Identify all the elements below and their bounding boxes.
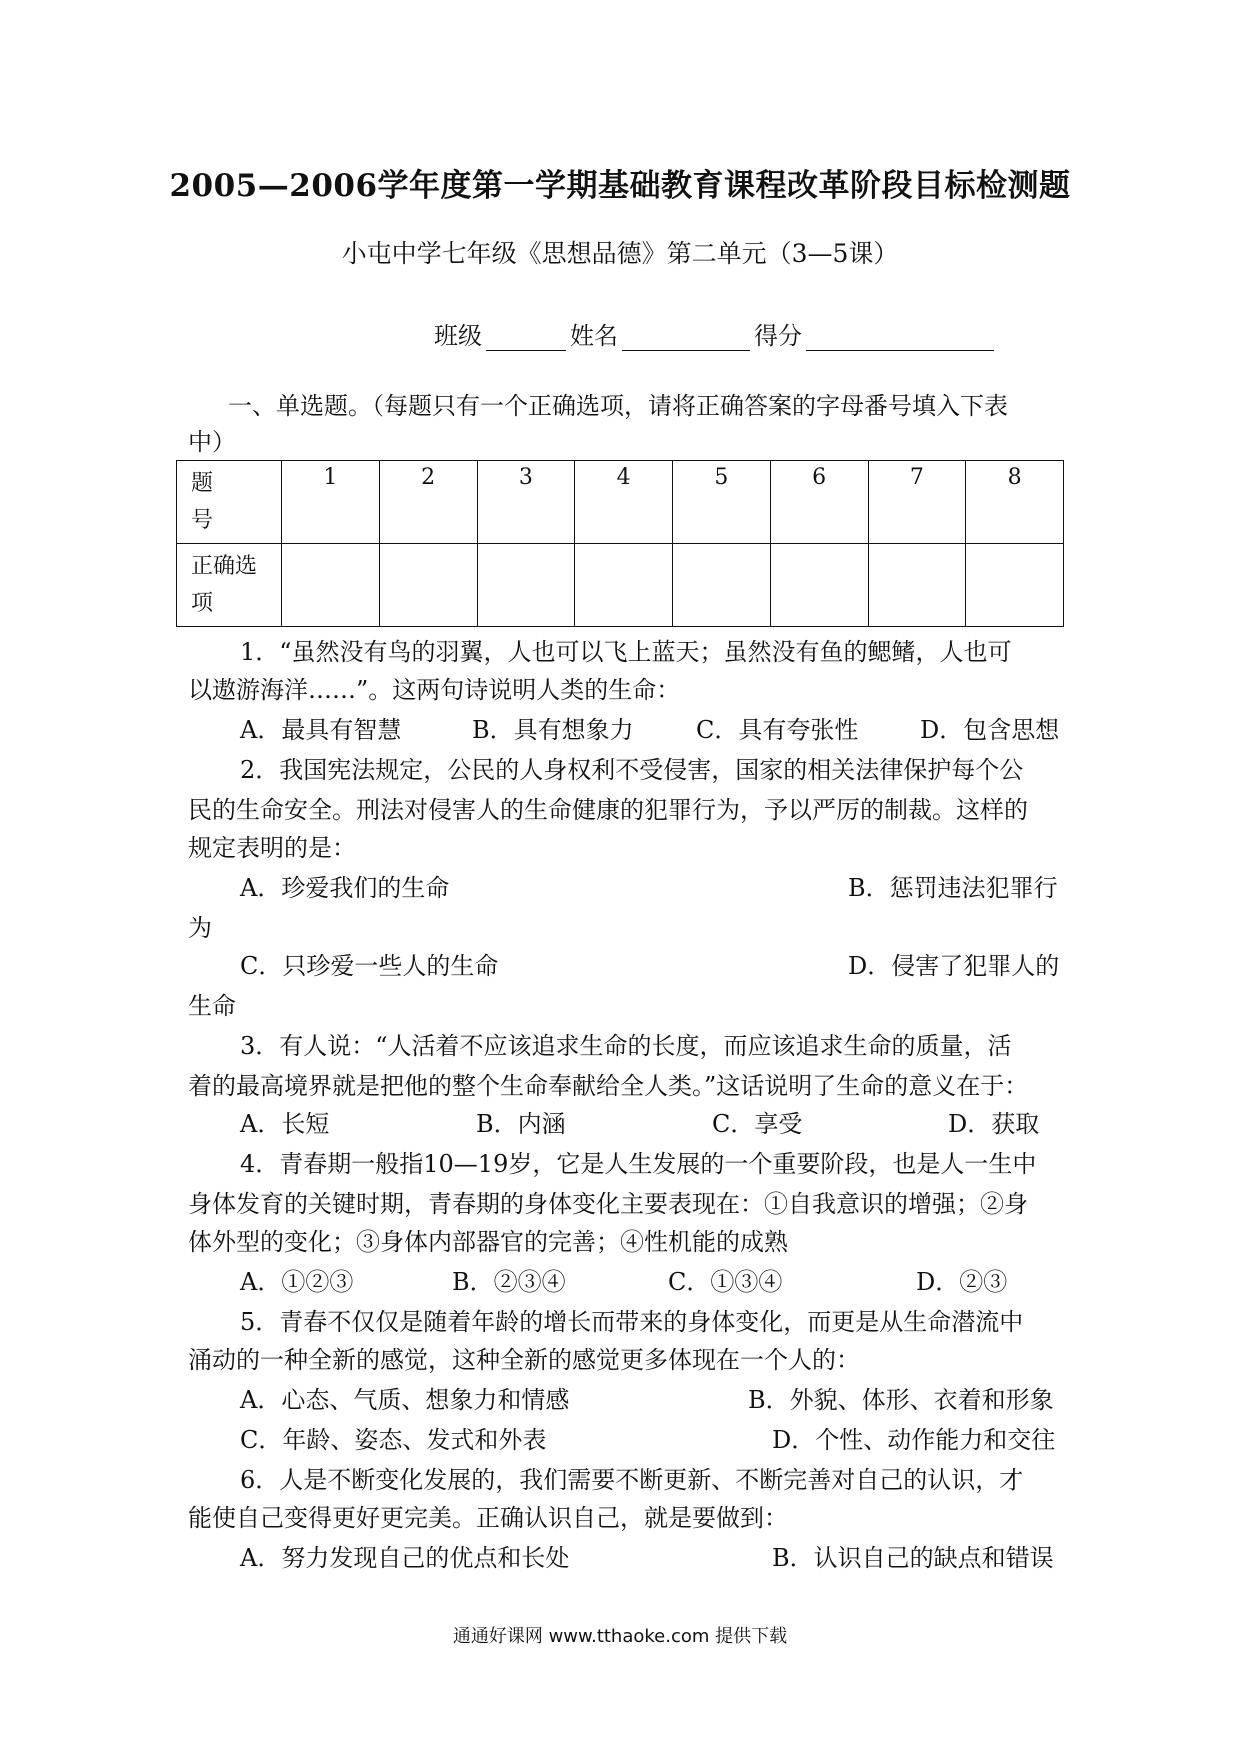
question-2-line3: 规定表明的是：: [188, 834, 356, 862]
correct-option-header-line2: 项: [191, 591, 214, 616]
answer-cell[interactable]: [575, 544, 673, 627]
question-2-option-b: B．惩罚违法犯罪行: [848, 874, 1058, 902]
question-6-line2: 能使自己变得更好更完美。正确认识自己，就是要做到：: [188, 1504, 788, 1532]
section1-intro-line1: 一、单选题。（每题只有一个正确选项，请将正确答案的字母番号填入下表: [228, 392, 1008, 420]
student-info-fields: [434, 316, 998, 351]
question-3-option-b: B．内涵: [476, 1110, 566, 1138]
question-5-line2: 涌动的一种全新的感觉，这种全新的感觉更多体现在一个人的：: [188, 1346, 860, 1374]
answer-cell[interactable]: [673, 544, 771, 627]
name-blank[interactable]: [622, 324, 750, 351]
question-4-option-a: A．①②③: [240, 1268, 354, 1296]
question-3-line1: 3．有人说：“人活着不应该追求生命的长度，而应该追求生命的质量，活: [240, 1032, 1012, 1060]
question-number-cell: 1: [282, 461, 380, 544]
question-number-cell: 3: [477, 461, 575, 544]
page-title: 2005—2006学年度第一学期基础教育课程改革阶段目标检测题: [169, 168, 1071, 204]
question-1-option-c: C．具有夸张性: [696, 716, 859, 744]
question-number-cell: 8: [966, 461, 1064, 544]
question-4-line1: 4．青春期一般指10—19岁，它是人生发展的一个重要阶段，也是人一生中: [240, 1150, 1037, 1178]
question-2-line2: 民的生命安全。刑法对侵害人的生命健康的犯罪行为，予以严厉的制裁。这样的: [188, 796, 1028, 824]
question-5-option-a: A．心态、气质、想象力和情感: [240, 1386, 570, 1414]
question-4-option-d: D．②③: [916, 1268, 1008, 1296]
answer-cell[interactable]: [770, 544, 868, 627]
question-5-line1: 5．青春不仅仅是随着年龄的增长而带来的身体变化，而更是从生命潜流中: [240, 1308, 1024, 1336]
question-1-option-d: D．包含思想: [920, 716, 1060, 744]
answer-table: [176, 460, 1064, 627]
answer-cell[interactable]: [477, 544, 575, 627]
question-2-line1: 2．我国宪法规定，公民的人身权利不受侵害，国家的相关法律保护每个公: [240, 756, 1024, 784]
question-5-option-b: B．外貌、体形、衣着和形象: [748, 1386, 1054, 1414]
question-number-cell: 4: [575, 461, 673, 544]
question-1-option-b: B．具有想象力: [472, 716, 634, 744]
question-2-option-d: D．侵害了犯罪人的: [848, 952, 1060, 980]
question-6-option-b: B．认识自己的缺点和错误: [772, 1544, 1054, 1572]
question-3-option-a: A．长短: [240, 1110, 330, 1138]
question-6-line1: 6．人是不断变化发展的，我们需要不断更新、不断完善对自己的认识，才: [240, 1466, 1024, 1494]
class-blank[interactable]: [486, 324, 566, 351]
answer-cell[interactable]: [966, 544, 1064, 627]
correct-option-header-line1: 正确选: [191, 554, 258, 579]
score-blank[interactable]: [806, 324, 994, 351]
question-2-option-c: C．只珍爱一些人的生命: [240, 952, 499, 980]
question-3-line2: 着的最高境界就是把他的整个生命奉献给全人类。”这话说明了生命的意义在于：: [188, 1072, 1029, 1100]
question-4-line2: 身体发育的关键时期，青春期的身体变化主要表现在：①自我意识的增强；②身: [188, 1190, 1028, 1218]
name-label: 姓名: [570, 322, 618, 350]
class-label: 班级: [434, 322, 482, 350]
answer-cell[interactable]: [379, 544, 477, 627]
page-subtitle: 小屯中学七年级《思想品德》第二单元（3—5课）: [341, 239, 899, 268]
question-5-option-d: D．个性、动作能力和交往: [772, 1426, 1056, 1454]
page-footer: 通通好课网 www.tthaoke.com 提供下载: [452, 1626, 788, 1647]
section1-intro-line2: 中）: [188, 428, 236, 456]
question-1-option-a: A．最具有智慧: [240, 716, 402, 744]
answer-cell[interactable]: [868, 544, 966, 627]
question-2-option-b-wrap: 为: [188, 914, 212, 942]
question-number-header-line1: 题: [191, 471, 214, 496]
question-number-header-line2: 号: [191, 508, 214, 533]
question-number-cell: 6: [770, 461, 868, 544]
question-6-option-a: A．努力发现自己的优点和长处: [240, 1544, 570, 1572]
question-5-option-c: C．年龄、姿态、发式和外表: [240, 1426, 547, 1454]
question-2-option-a: A．珍爱我们的生命: [240, 874, 450, 902]
question-1-line1: 1．“虽然没有鸟的羽翼，人也可以飞上蓝天；虽然没有鱼的鳃鳍，人也可: [240, 638, 1012, 666]
question-number-cell: 7: [868, 461, 966, 544]
answer-table-number-row: [177, 461, 1064, 544]
correct-option-header: [177, 544, 282, 627]
question-number-cell: 2: [379, 461, 477, 544]
answer-table-answer-row: [177, 544, 1064, 627]
question-4-option-b: B．②③④: [452, 1268, 566, 1296]
question-3-option-d: D．获取: [948, 1110, 1040, 1138]
question-number-cell: 5: [673, 461, 771, 544]
score-label: 得分: [754, 322, 802, 350]
question-number-header: [177, 461, 282, 544]
question-3-option-c: C．享受: [712, 1110, 803, 1138]
answer-cell[interactable]: [282, 544, 380, 627]
question-4-line3: 体外型的变化；③身体内部器官的完善；④性机能的成熟: [188, 1228, 788, 1256]
question-1-line2: 以遨游海洋……”。这两句诗说明人类的生命：: [188, 676, 681, 704]
question-2-option-d-wrap: 生命: [188, 992, 236, 1020]
question-4-option-c: C．①③④: [668, 1268, 783, 1296]
